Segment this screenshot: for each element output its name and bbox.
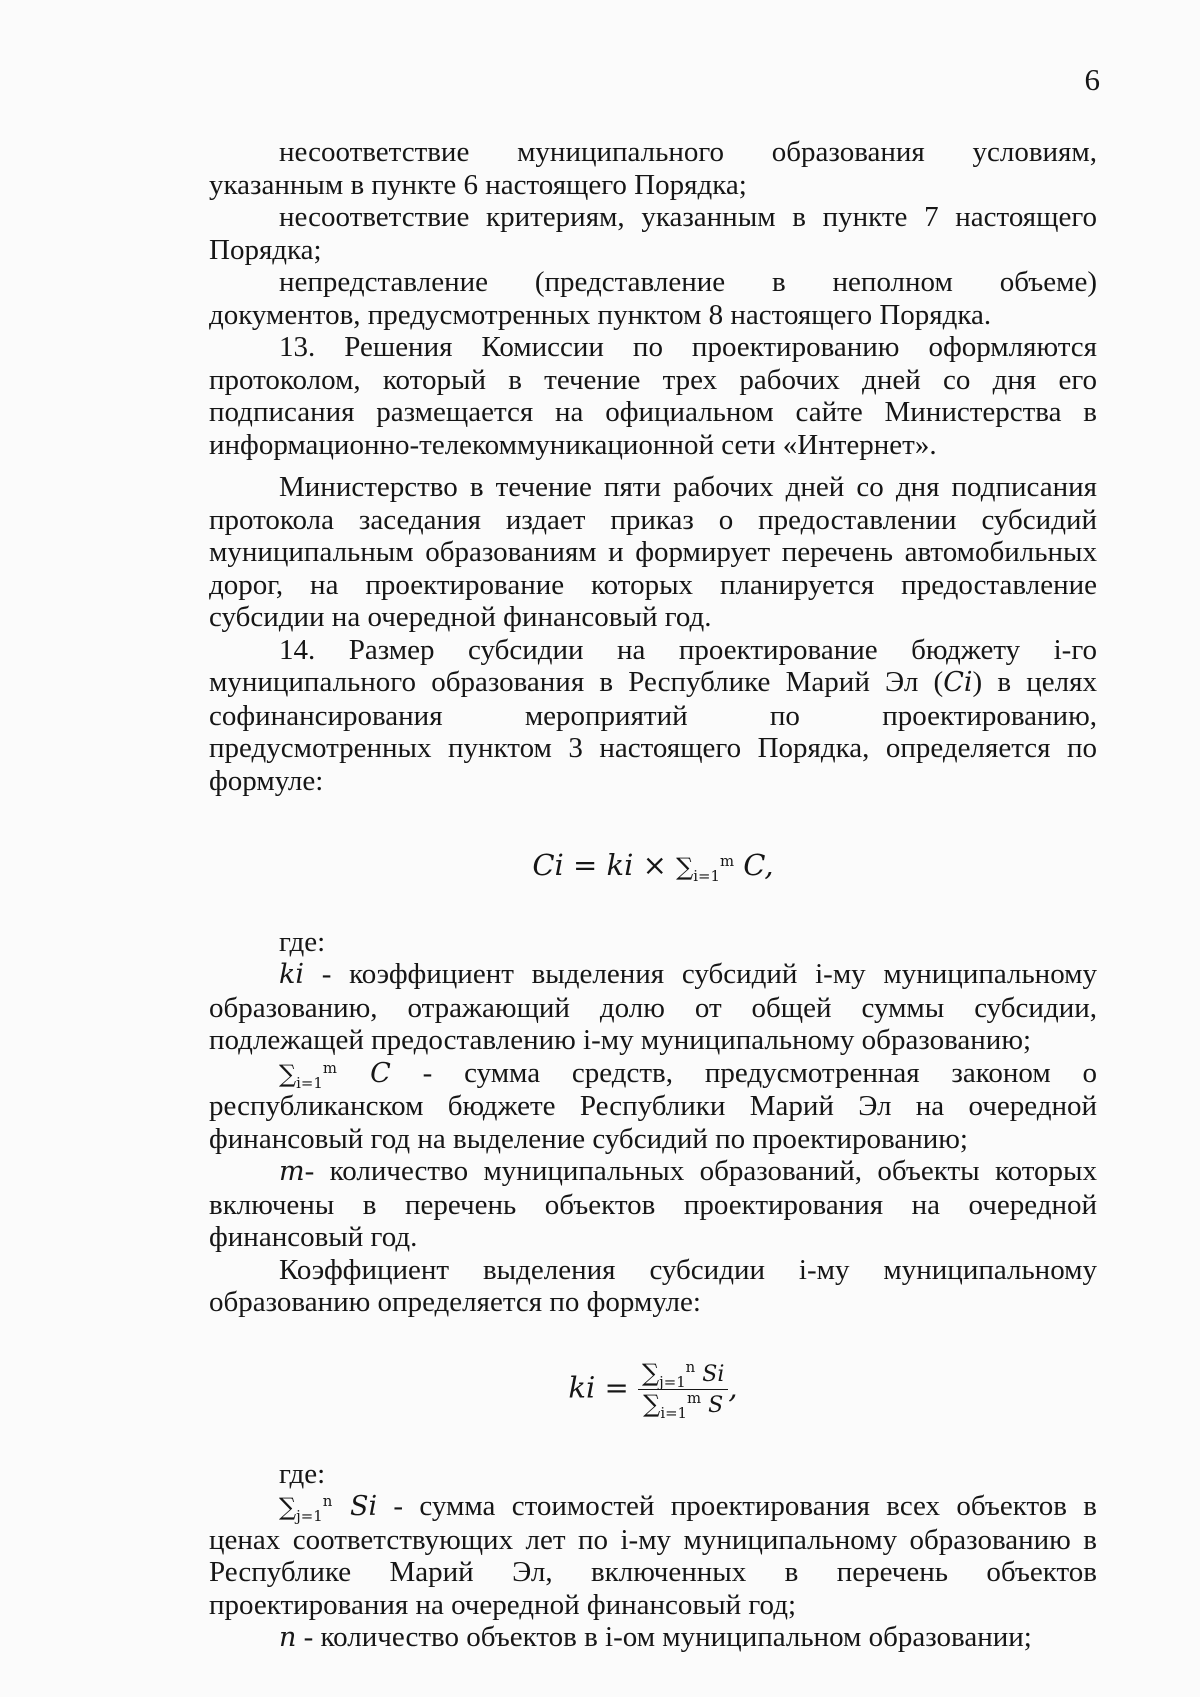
where-label-1: где: — [279, 925, 326, 958]
fraction — [638, 1357, 728, 1422]
formula-ki-lhs: ki = — [568, 1370, 638, 1404]
paragraph-14 — [209, 634, 1097, 798]
definition-m — [209, 1155, 1097, 1254]
si-symbol: Si — [349, 1491, 378, 1522]
definition-ki — [209, 958, 1097, 1057]
formula-ci-tail: C, — [743, 848, 774, 882]
paragraph-14-start: 14. Размер субсидии на проектирование бюджету i-го муниципального образования в Республике Марий Эл ( — [209, 633, 1097, 698]
definition-m-text: - количество муниципальных образований, объекты которых включены в перечень объектов проектирования на очередной финансовый год. — [209, 1155, 1097, 1253]
fraction-numerator — [638, 1357, 728, 1391]
paragraph-13: 13. Решения Комиссии по проектированию оформляются протоколом, который в течение трех рабочих дней со дня его подписания размещается на официальном сайте Министерства в информационно-телекоммуникационной сети «Интернет». — [209, 331, 1097, 461]
definition-n — [209, 1621, 1097, 1655]
sum-symbol: $\sum_{j=1}^n$ — [641, 1357, 696, 1391]
sum-symbol: $\sum_{i=1}^m$ — [279, 1058, 337, 1092]
ki-symbol: ki — [279, 959, 304, 990]
formula-ki-tail: , — [728, 1370, 738, 1404]
page-number: 6 — [1084, 62, 1100, 97]
ci-symbol: Ci — [943, 667, 973, 698]
s-symbol: S — [708, 1392, 724, 1418]
paragraph-1: несоответствие муниципального образования условиям, указанным в пункте 6 настоящего Порядка; — [209, 136, 1097, 201]
definition-sum-c — [209, 1057, 1097, 1156]
sum-symbol: $\sum_{i=1}^m$ — [643, 1388, 702, 1422]
paragraph-14-end: ) в целях софинансирования мероприятий по проектированию, предусмотренных пунктом 3 настоящего Порядка, определяется по формуле: — [209, 666, 1097, 797]
n-symbol: n — [279, 1622, 297, 1653]
definition-ki-text: - коэффициент выделения субсидий i-му муниципальному образованию, отражающий долю от общей суммы субсидии, подлежащей предоставлению i-му муниципальному образованию; — [209, 958, 1097, 1056]
definition-n-text: - количество объектов в i-ом муниципальном образовании; — [296, 1621, 1032, 1653]
paragraph-ministry: Министерство в течение пяти рабочих дней со дня подписания протокола заседания издает приказ о предоставлении субсидий муниципальным образованиям и формирует перечень автомобильных дорог, на проектирование которых планируется предоставление субсидии на очередной финансовый год. — [209, 471, 1097, 633]
m-symbol: m — [279, 1156, 305, 1187]
fraction-denominator — [638, 1388, 728, 1422]
document-body — [209, 136, 1097, 1655]
definition-sum-si — [209, 1490, 1097, 1621]
definition-sum-c-text: - сумма средств, предусмотренная законом о республиканском бюджете Республики Марий Эл на очередной финансовый год на выделение субсидий по проектированию; — [209, 1056, 1097, 1155]
formula-ci — [209, 849, 1097, 884]
formula-ci-lhs: Ci = ki × — [532, 848, 677, 882]
si-symbol: Si — [702, 1361, 725, 1387]
c-symbol: C — [370, 1057, 391, 1089]
where-label-2: где: — [279, 1457, 326, 1490]
paragraph-2: несоответствие критериям, указанным в пункте 7 настоящего Порядка; — [209, 201, 1097, 266]
sum-symbol: $\sum_{i=1}^m$ — [676, 852, 735, 885]
sum-si-symbol — [279, 1491, 378, 1525]
sum-symbol: $\sum_{j=1}^n$ — [279, 1492, 333, 1525]
sum-c-symbol — [279, 1057, 391, 1092]
paragraph-coefficient: Коэффициент выделения субсидии i-му муниципальному образованию определяется по формуле: — [209, 1253, 1097, 1318]
definition-sum-si-text: - сумма стоимостей проектирования всех объектов в ценах соответствующих лет по i-му муниципальному образованию в Республике Марий Эл, включенных в перечень объектов проектирования на очередной финансовый год; — [209, 1490, 1097, 1621]
paragraph-3: непредставление (представление в неполном объеме) документов, предусмотренных пунктом 8 настоящего Порядка. — [209, 266, 1097, 331]
formula-ki — [209, 1357, 1097, 1422]
